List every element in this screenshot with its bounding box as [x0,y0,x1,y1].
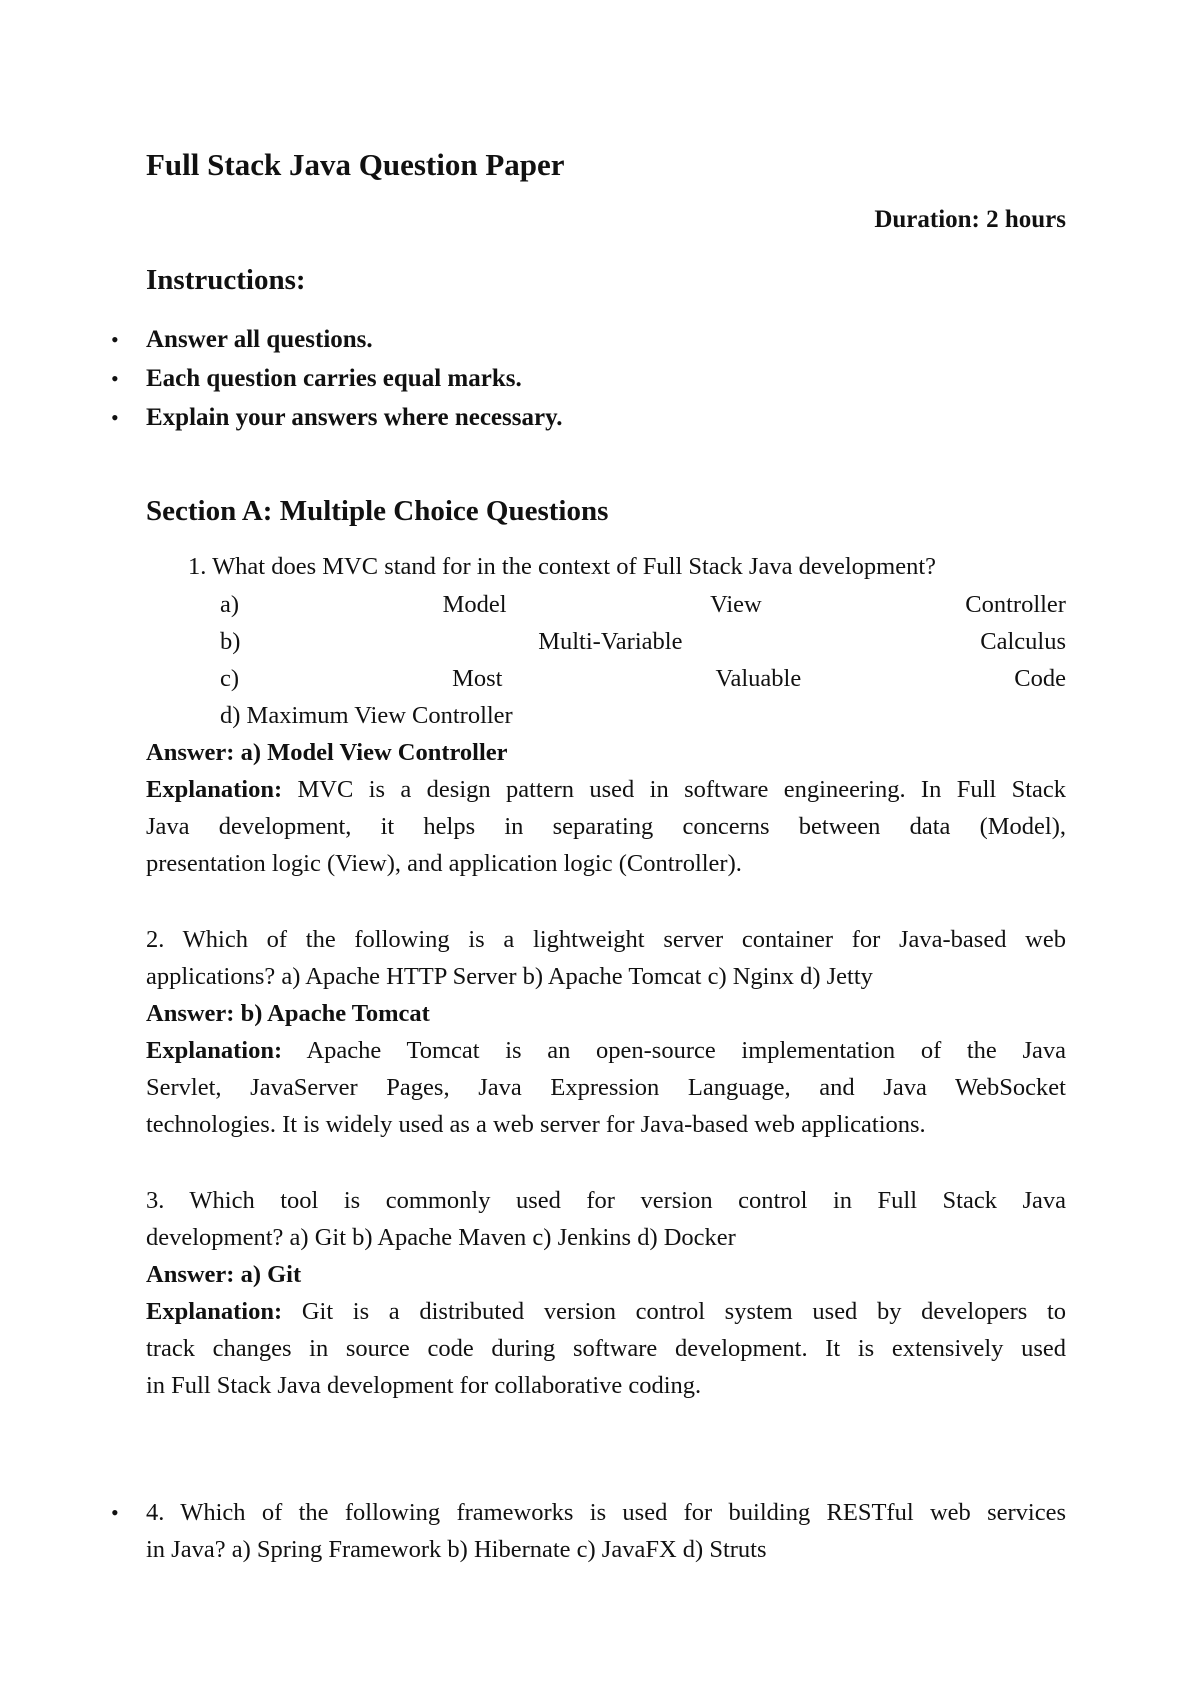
question-4: 4. Which of the following frameworks is used for building RESTful web services [146,1499,1066,1526]
explanation-2-line [146,1036,1066,1066]
instruction-text: Each question carries equal marks. [146,365,522,392]
option-part: b) [220,628,241,655]
explanation-1-line [146,775,1066,805]
option-part: View [710,591,762,618]
question-3: 3. Which tool is commonly used for version control in Full Stack Java [146,1187,1066,1214]
option-a [220,590,1066,620]
option-d: d) Maximum View Controller [220,702,513,729]
option-part: Code [1014,665,1066,692]
option-part: c) [220,665,240,692]
explanation-label: Explanation: [146,1037,283,1064]
option-part: Controller [965,591,1066,618]
option-part: a) [220,591,240,618]
question-2-options: applications? a) Apache HTTP Server b) Apache Tomcat c) Nginx d) Jetty [146,963,873,990]
bullet-icon: • [111,405,119,430]
explanation-3-line: in Full Stack Java development for collaborative coding. [146,1372,702,1399]
bullet-icon: • [111,366,119,391]
explanation-label: Explanation: [146,776,283,803]
option-part: Model [442,591,507,618]
explanation-1-line: presentation logic (View), and application logic (Controller). [146,850,742,877]
answer-1: Answer: a) Model View Controller [146,739,508,766]
page-title: Full Stack Java Question Paper [146,147,565,182]
instruction-text: Explain your answers where necessary. [146,404,563,431]
bullet-icon: • [111,1500,119,1525]
explanation-2-line: Servlet, JavaServer Pages, Java Expression Language, and Java WebSocket [146,1074,1066,1101]
option-part: Calculus [980,628,1066,655]
explanation-text: Git is a distributed version control system used by developers to [282,1298,1066,1325]
question-2: 2. Which of the following is a lightweight server container for Java-based web [146,926,1066,953]
question-4-options: in Java? a) Spring Framework b) Hibernate c) JavaFX d) Struts [146,1536,767,1563]
option-part: Most [452,665,503,692]
option-part: Valuable [715,665,802,692]
explanation-text: MVC is a design pattern used in software engineering. In Full Stack [282,776,1066,803]
option-part: Multi-Variable [538,628,683,655]
explanation-3-line [146,1297,1066,1327]
instructions-heading: Instructions: [146,264,306,296]
answer-2: Answer: b) Apache Tomcat [146,1000,430,1027]
question-text: What does MVC stand for in the context of Full Stack Java development? [212,553,937,580]
option-b [220,627,1066,657]
explanation-text: Apache Tomcat is an open-source implementation of the Java [282,1037,1066,1064]
explanation-2-line: technologies. It is widely used as a web server for Java-based web applications. [146,1111,926,1138]
question-1 [188,552,1066,582]
instruction-text: Answer all questions. [146,326,373,353]
bullet-icon: • [111,327,119,352]
explanation-label: Explanation: [146,1298,283,1325]
explanation-3-line: track changes in source code during software development. It is extensively used [146,1335,1066,1362]
duration-label: Duration: 2 hours [874,206,1066,233]
option-c [220,664,1066,694]
answer-3: Answer: a) Git [146,1261,302,1288]
question-3-options: development? a) Git b) Apache Maven c) Jenkins d) Docker [146,1224,736,1251]
question-number: 1. [188,553,207,580]
explanation-1-line: Java development, it helps in separating concerns between data (Model), [146,813,1066,840]
section-a-heading: Section A: Multiple Choice Questions [146,495,609,527]
